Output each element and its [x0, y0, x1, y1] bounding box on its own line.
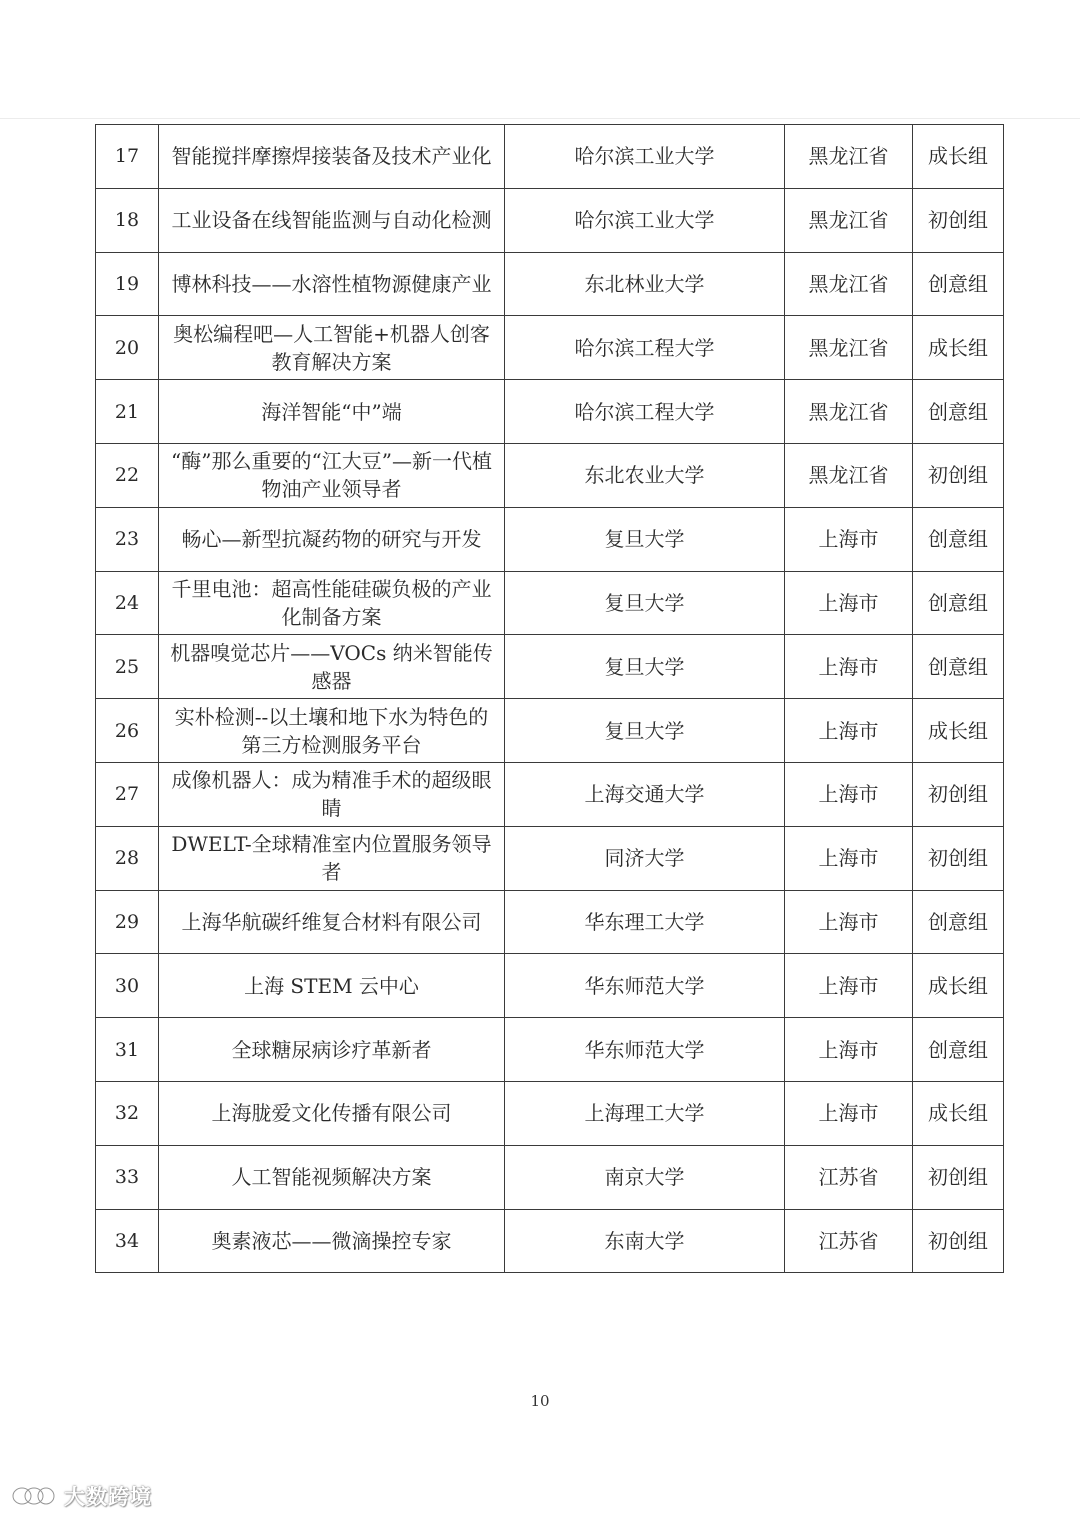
project-name: 海洋智能“中”端: [159, 380, 505, 444]
group-category: 创意组: [913, 507, 1004, 571]
project-name: 畅心—新型抗凝药物的研究与开发: [159, 507, 505, 571]
table-row: [96, 1145, 1004, 1209]
region: 江苏省: [785, 1209, 913, 1273]
page-top-edge: [0, 118, 1080, 119]
region: 黑龙江省: [785, 188, 913, 252]
region: 江苏省: [785, 1145, 913, 1209]
project-name: 全球糖尿病诊疗革新者: [159, 1018, 505, 1082]
region: 上海市: [785, 826, 913, 890]
table-row: [96, 316, 1004, 380]
region: 黑龙江省: [785, 252, 913, 316]
region: 上海市: [785, 1081, 913, 1145]
school-name: 华东师范大学: [505, 954, 785, 1018]
group-category: 初创组: [913, 826, 1004, 890]
region: 上海市: [785, 890, 913, 954]
project-name: 机器嗅觉芯片——VOCs 纳米智能传感器: [159, 635, 505, 699]
watermark-text: 大数跨境: [64, 1485, 152, 1509]
school-name: 华东师范大学: [505, 1018, 785, 1082]
table-row: [96, 125, 1004, 189]
project-name: DWELT-全球精准室内位置服务领导者: [159, 826, 505, 890]
table-row: [96, 443, 1004, 507]
row-number: 23: [96, 507, 159, 571]
table-row: [96, 762, 1004, 826]
row-number: 25: [96, 635, 159, 699]
school-name: 东北农业大学: [505, 443, 785, 507]
project-name: 人工智能视频解决方案: [159, 1145, 505, 1209]
row-number: 29: [96, 890, 159, 954]
row-number: 22: [96, 443, 159, 507]
region: 上海市: [785, 762, 913, 826]
group-category: 初创组: [913, 188, 1004, 252]
table-row: [96, 1209, 1004, 1273]
region: 上海市: [785, 1018, 913, 1082]
project-name: 上海胧爱文化传播有限公司: [159, 1081, 505, 1145]
school-name: 南京大学: [505, 1145, 785, 1209]
region: 上海市: [785, 507, 913, 571]
school-name: 复旦大学: [505, 571, 785, 635]
group-category: 成长组: [913, 1081, 1004, 1145]
row-number: 17: [96, 125, 159, 189]
group-category: 成长组: [913, 316, 1004, 380]
chain-logo-icon: [10, 1484, 56, 1508]
group-category: 创意组: [913, 252, 1004, 316]
row-number: 34: [96, 1209, 159, 1273]
table-row: [96, 699, 1004, 763]
table-row: [96, 826, 1004, 890]
page-number: 10: [530, 1392, 550, 1410]
region: 黑龙江省: [785, 316, 913, 380]
region: 黑龙江省: [785, 125, 913, 189]
group-category: 初创组: [913, 1209, 1004, 1273]
project-name: 千里电池：超高性能硅碳负极的产业化制备方案: [159, 571, 505, 635]
group-category: 初创组: [913, 1145, 1004, 1209]
project-name: 奥素液芯——微滴操控专家: [159, 1209, 505, 1273]
row-number: 33: [96, 1145, 159, 1209]
row-number: 21: [96, 380, 159, 444]
table-row: [96, 571, 1004, 635]
school-name: 哈尔滨工程大学: [505, 316, 785, 380]
table-row: [96, 188, 1004, 252]
project-name: 工业设备在线智能监测与自动化检测: [159, 188, 505, 252]
region: 上海市: [785, 699, 913, 763]
table-row: [96, 380, 1004, 444]
group-category: 创意组: [913, 635, 1004, 699]
school-name: 复旦大学: [505, 635, 785, 699]
row-number: 26: [96, 699, 159, 763]
project-name: 成像机器人：成为精准手术的超级眼睛: [159, 762, 505, 826]
table-row: [96, 1018, 1004, 1082]
region: 黑龙江省: [785, 380, 913, 444]
table-row: [96, 635, 1004, 699]
school-name: 哈尔滨工程大学: [505, 380, 785, 444]
school-name: 哈尔滨工业大学: [505, 188, 785, 252]
table-row: [96, 890, 1004, 954]
region: 上海市: [785, 635, 913, 699]
table-body: [96, 125, 1004, 1273]
region: 上海市: [785, 571, 913, 635]
award-list-table: [95, 124, 1004, 1273]
row-number: 30: [96, 954, 159, 1018]
group-category: 创意组: [913, 1018, 1004, 1082]
project-name: 上海 STEM 云中心: [159, 954, 505, 1018]
region: 上海市: [785, 954, 913, 1018]
school-name: 上海理工大学: [505, 1081, 785, 1145]
project-name: “酶”那么重要的“江大豆”—新一代植物油产业领导者: [159, 443, 505, 507]
group-category: 创意组: [913, 571, 1004, 635]
table-row: [96, 954, 1004, 1018]
group-category: 成长组: [913, 954, 1004, 1018]
school-name: 复旦大学: [505, 699, 785, 763]
group-category: 创意组: [913, 890, 1004, 954]
project-name: 博林科技——水溶性植物源健康产业: [159, 252, 505, 316]
school-name: 哈尔滨工业大学: [505, 125, 785, 189]
school-name: 华东理工大学: [505, 890, 785, 954]
school-name: 上海交通大学: [505, 762, 785, 826]
table-row: [96, 252, 1004, 316]
project-name: 智能搅拌摩擦焊接装备及技术产业化: [159, 125, 505, 189]
school-name: 东南大学: [505, 1209, 785, 1273]
group-category: 成长组: [913, 125, 1004, 189]
group-category: 初创组: [913, 762, 1004, 826]
row-number: 18: [96, 188, 159, 252]
table-row: [96, 1081, 1004, 1145]
row-number: 32: [96, 1081, 159, 1145]
project-name: 奥松编程吧—人工智能+机器人创客教育解决方案: [159, 316, 505, 380]
group-category: 成长组: [913, 699, 1004, 763]
row-number: 28: [96, 826, 159, 890]
table-row: [96, 507, 1004, 571]
row-number: 31: [96, 1018, 159, 1082]
project-name: 实朴检测--以土壤和地下水为特色的第三方检测服务平台: [159, 699, 505, 763]
school-name: 复旦大学: [505, 507, 785, 571]
row-number: 19: [96, 252, 159, 316]
watermark: [10, 1481, 152, 1511]
row-number: 27: [96, 762, 159, 826]
group-category: 创意组: [913, 380, 1004, 444]
group-category: 初创组: [913, 443, 1004, 507]
project-name: 上海华航碳纤维复合材料有限公司: [159, 890, 505, 954]
school-name: 东北林业大学: [505, 252, 785, 316]
row-number: 20: [96, 316, 159, 380]
region: 黑龙江省: [785, 443, 913, 507]
school-name: 同济大学: [505, 826, 785, 890]
row-number: 24: [96, 571, 159, 635]
